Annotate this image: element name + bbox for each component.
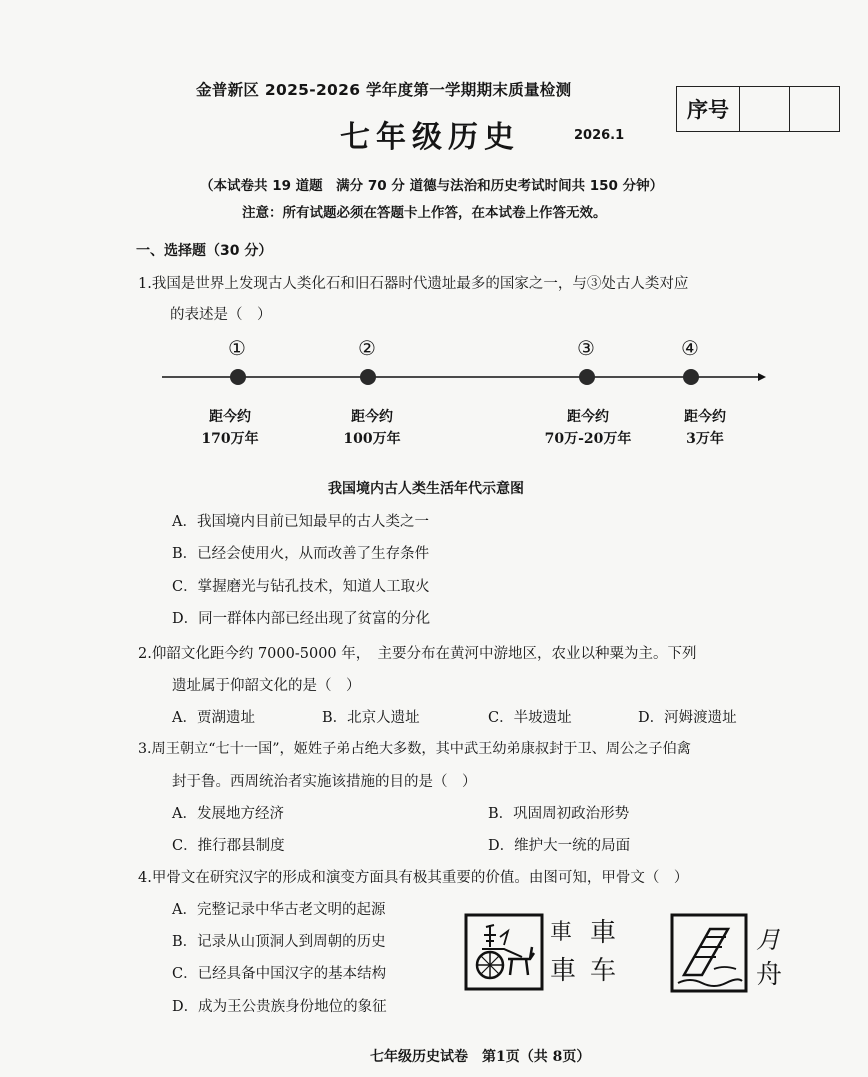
timeline-point <box>579 369 595 385</box>
question-1-line1: 1.我国是世界上发现古人类化石和旧石器时代遗址最多的国家之一，与③处古人类对应 <box>138 276 689 292</box>
option-b: B．已经会使用火，从而改善了生存条件 <box>172 546 430 562</box>
question-1-line2: 的表述是（ ） <box>170 307 272 323</box>
option-a: A．发展地方经济 <box>172 806 284 822</box>
option-b: B．巩固周初政治形势 <box>488 806 630 822</box>
question-2-line2: 遗址属于仰韶文化的是（ ） <box>172 678 361 694</box>
option-c: C．掌握磨光与钻孔技术，知道人工取火 <box>172 579 430 595</box>
timeline-point <box>360 369 376 385</box>
sequence-cell <box>740 87 790 131</box>
traditional-che-glyph: 車 <box>550 956 577 986</box>
sequence-cell <box>790 87 839 131</box>
exam-title: 七年级历史 <box>340 120 520 155</box>
oracle-zhou-glyph: 月 <box>756 926 780 954</box>
timeline-label-line2: 100万年 <box>343 431 401 447</box>
timeline-label-line1: 距今约 <box>209 409 251 425</box>
simplified-che-glyph: 车 <box>590 956 617 986</box>
option-d: D．同一群体内部已经出现了贫富的分化 <box>172 611 431 627</box>
timeline-marker: ④ <box>681 336 699 360</box>
timeline-label-line2: 170万年 <box>201 431 259 447</box>
option-c: C．半坡遗址 <box>488 710 572 726</box>
question-3-line2: 封于鲁。西周统治者实施该措施的目的是（ ） <box>172 774 477 790</box>
option-d: D．维护大一统的局面 <box>488 838 631 854</box>
exam-info: （本试卷共 19 道题 满分 70 分 道德与法治和历史考试时间共 150 分钟） <box>200 178 664 194</box>
option-b: B．北京人遗址 <box>322 710 420 726</box>
timeline-label <box>530 406 646 450</box>
timeline-point <box>230 369 246 385</box>
timeline-label-line1: 距今约 <box>684 409 726 425</box>
modern-zhou-glyph: 舟 <box>756 960 783 990</box>
option-a: A．贾湖遗址 <box>172 710 255 726</box>
bronze-che-glyph: 車 <box>550 920 571 945</box>
oracle-chariot-image <box>464 913 544 991</box>
timeline-label-line1: 距今约 <box>351 409 393 425</box>
oracle-boat-image <box>670 913 748 993</box>
section-title: 一、选择题（30 分） <box>136 243 273 259</box>
traditional-che-glyph-top: 車 <box>590 918 617 948</box>
timeline-label-line2: 70万-20万年 <box>544 431 632 447</box>
option-d: D．成为王公贵族身份地位的象征 <box>172 999 387 1015</box>
exam-subtitle: 金普新区 2025-2026 学年度第一学期期末质量检测 <box>196 81 572 99</box>
option-c: C．已经具备中国汉字的基本结构 <box>172 966 387 982</box>
timeline-marker: ② <box>358 336 376 360</box>
timeline-label <box>330 406 414 450</box>
option-c: C．推行郡县制度 <box>172 838 285 854</box>
timeline-caption: 我国境内古人类生活年代示意图 <box>328 481 524 497</box>
option-a: A．完整记录中华古老文明的起源 <box>172 902 386 918</box>
timeline-point <box>683 369 699 385</box>
exam-date: 2026.1 <box>574 128 625 143</box>
timeline-label-line1: 距今约 <box>567 409 609 425</box>
page-footer: 七年级历史试卷 第1页（共 8页） <box>370 1049 591 1065</box>
timeline-marker: ① <box>228 336 246 360</box>
question-2-line1: 2.仰韶文化距今约 7000-5000 年， 主要分布在黄河中游地区，农业以种粟为主。下列 <box>138 646 697 662</box>
question-4-line1: 4.甲骨文在研究汉字的形成和演变方面具有极其重要的价值。由图可知，甲骨文（ ） <box>138 870 689 886</box>
sequence-label: 序号 <box>677 87 740 131</box>
option-d: D．河姆渡遗址 <box>638 710 737 726</box>
exam-note: 注意：所有试题必须在答题卡上作答，在本试卷上作答无效。 <box>242 205 607 221</box>
sequence-number-box <box>676 86 840 132</box>
timeline-axis <box>158 366 770 390</box>
timeline-label-line2: 3万年 <box>686 431 724 447</box>
timeline-label <box>670 406 740 450</box>
option-a: A．我国境内目前已知最早的古人类之一 <box>172 514 429 530</box>
question-3-line1: 3.周王朝立“七十一国”，姬姓子弟占绝大多数，其中武王幼弟康叔封于卫、周公之子伯禽 <box>138 741 691 757</box>
timeline-marker: ③ <box>577 336 595 360</box>
option-b: B．记录从山顶洞人到周朝的历史 <box>172 934 386 950</box>
timeline-label <box>188 406 272 450</box>
